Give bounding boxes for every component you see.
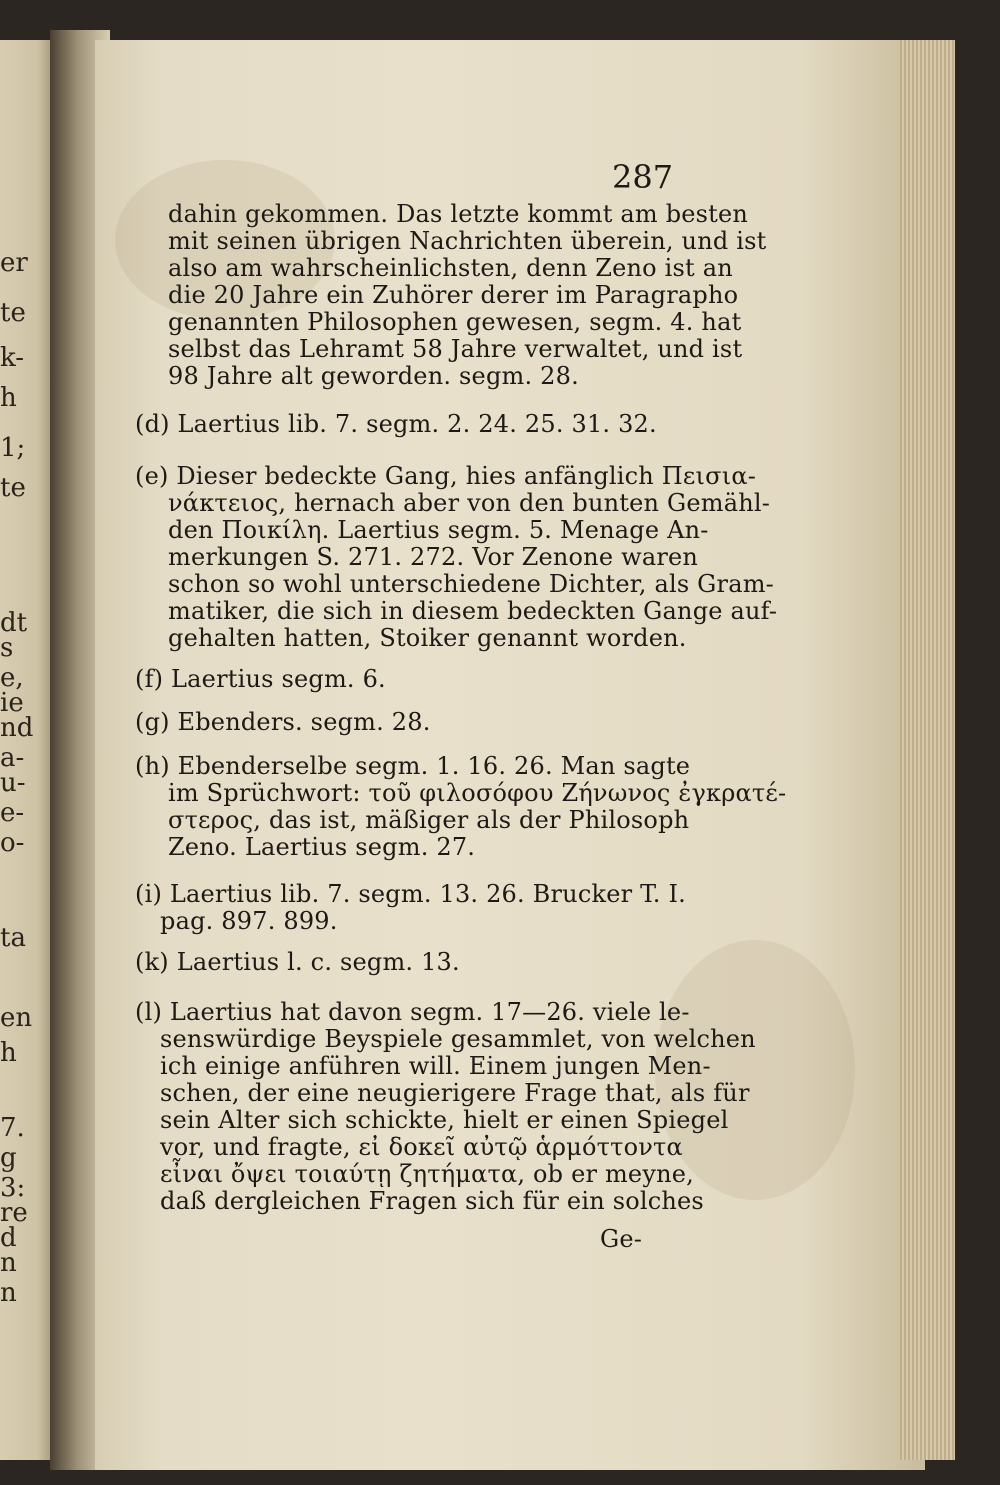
text-line: 98 Jahre alt geworden. segm. 28. <box>168 362 579 390</box>
left-page-fragment: ie <box>0 688 24 718</box>
text-line: die 20 Jahre ein Zuhörer derer im Paragrapho <box>168 281 739 309</box>
left-page-fragment: nd <box>0 713 34 743</box>
text-line: (f) Laertius segm. 6. <box>135 665 386 693</box>
text-line: Ge- <box>600 1225 643 1253</box>
text-line: (h) Ebenderselbe segm. 1. 16. 26. Man sagte <box>135 752 691 780</box>
left-page-fragment: 3: <box>0 1173 26 1203</box>
left-page-fragment: h <box>0 383 17 413</box>
left-page-fragment: a- <box>0 743 25 773</box>
left-page-fragment: d <box>0 1223 17 1253</box>
text-line: merkungen S. 271. 272. Vor Zenone waren <box>168 543 699 571</box>
text-line: (d) Laertius lib. 7. segm. 2. 24. 25. 31. 32. <box>135 410 657 438</box>
left-page-fragment: te <box>0 473 26 503</box>
text-line: selbst das Lehramt 58 Jahre verwaltet, und ist <box>168 335 743 363</box>
text-line: senswürdige Beyspiele gesammlet, von welchen <box>160 1025 756 1053</box>
left-page-fragment: re <box>0 1198 28 1228</box>
left-page-fragment: 7. <box>0 1113 25 1143</box>
left-page-fragment: 1; <box>0 433 26 463</box>
text-line: εἶναι ὄψει τοιαύτῃ ζητήματα, ob er meyne, <box>160 1160 694 1188</box>
page-number: 287 <box>612 158 674 196</box>
text-line: vor, und fragte, εἰ δοκεῖ αὐτῷ ἁρμόττοντα <box>160 1133 683 1161</box>
text-line: (e) Dieser bedeckte Gang, hies anfänglich Πεισια- <box>135 462 757 490</box>
left-page-fragment: k- <box>0 343 25 373</box>
left-page-fragment: er <box>0 248 28 278</box>
text-line: matiker, die sich in diesem bedeckten Gange auf- <box>168 597 778 625</box>
text-line: στερος, das ist, mäßiger als der Philosoph <box>168 806 690 834</box>
text-line: gehalten hatten, Stoiker genannt worden. <box>168 624 687 652</box>
text-line: schon so wohl unterschiedene Dichter, als Gram- <box>168 570 774 598</box>
text-line: ich einige anführen will. Einem jungen Men- <box>160 1052 711 1080</box>
text-line: den Ποικίλη. Laertius segm. 5. Menage An- <box>168 516 709 544</box>
text-line: dahin gekommen. Das letzte kommt am besten <box>168 200 749 228</box>
text-line: genannten Philosophen gewesen, segm. 4. hat <box>168 308 742 336</box>
text-line: (k) Laertius l. c. segm. 13. <box>135 948 460 976</box>
left-page-fragment: e- <box>0 798 25 828</box>
text-line: schen, der eine neugierigere Frage that, als für <box>160 1079 750 1107</box>
left-page-fragment: u- <box>0 768 26 798</box>
text-line: daß dergleichen Fragen sich für ein solches <box>160 1187 704 1215</box>
left-page-fragment: en <box>0 1003 33 1033</box>
left-page-fragment: e, <box>0 663 24 693</box>
text-line: im Sprüchwort: τοῦ φιλοσόφου Ζήνωνος ἐγκρατέ- <box>168 779 787 807</box>
text-line: mit seinen übrigen Nachrichten überein, und ist <box>168 227 767 255</box>
left-page-fragment: o- <box>0 828 25 858</box>
left-page-fragment: n <box>0 1248 17 1278</box>
text-line: νάκτειος, hernach aber von den bunten Gemähl- <box>168 489 771 517</box>
left-page-fragment: te <box>0 298 26 328</box>
text-line: (i) Laertius lib. 7. segm. 13. 26. Brucker T. I. <box>135 880 686 908</box>
left-page-fragment: dt <box>0 608 28 638</box>
left-page-fragment: g <box>0 1143 17 1173</box>
text-line: (g) Ebenders. segm. 28. <box>135 708 431 736</box>
text-line: Zeno. Laertius segm. 27. <box>168 833 476 861</box>
left-page-fragment: n <box>0 1278 17 1308</box>
text-line: also am wahrscheinlichsten, denn Zeno ist an <box>168 254 733 282</box>
left-page-fragment: h <box>0 1038 17 1068</box>
left-page-fragment: ta <box>0 923 26 953</box>
left-page-fragment: s <box>0 633 14 663</box>
text-line: pag. 897. 899. <box>160 907 338 935</box>
text-line: (l) Laertius hat davon segm. 17—26. viele le- <box>135 998 690 1026</box>
page-block-edge <box>900 40 955 1460</box>
text-line: sein Alter sich schickte, hielt er einen Spiegel <box>160 1106 729 1134</box>
